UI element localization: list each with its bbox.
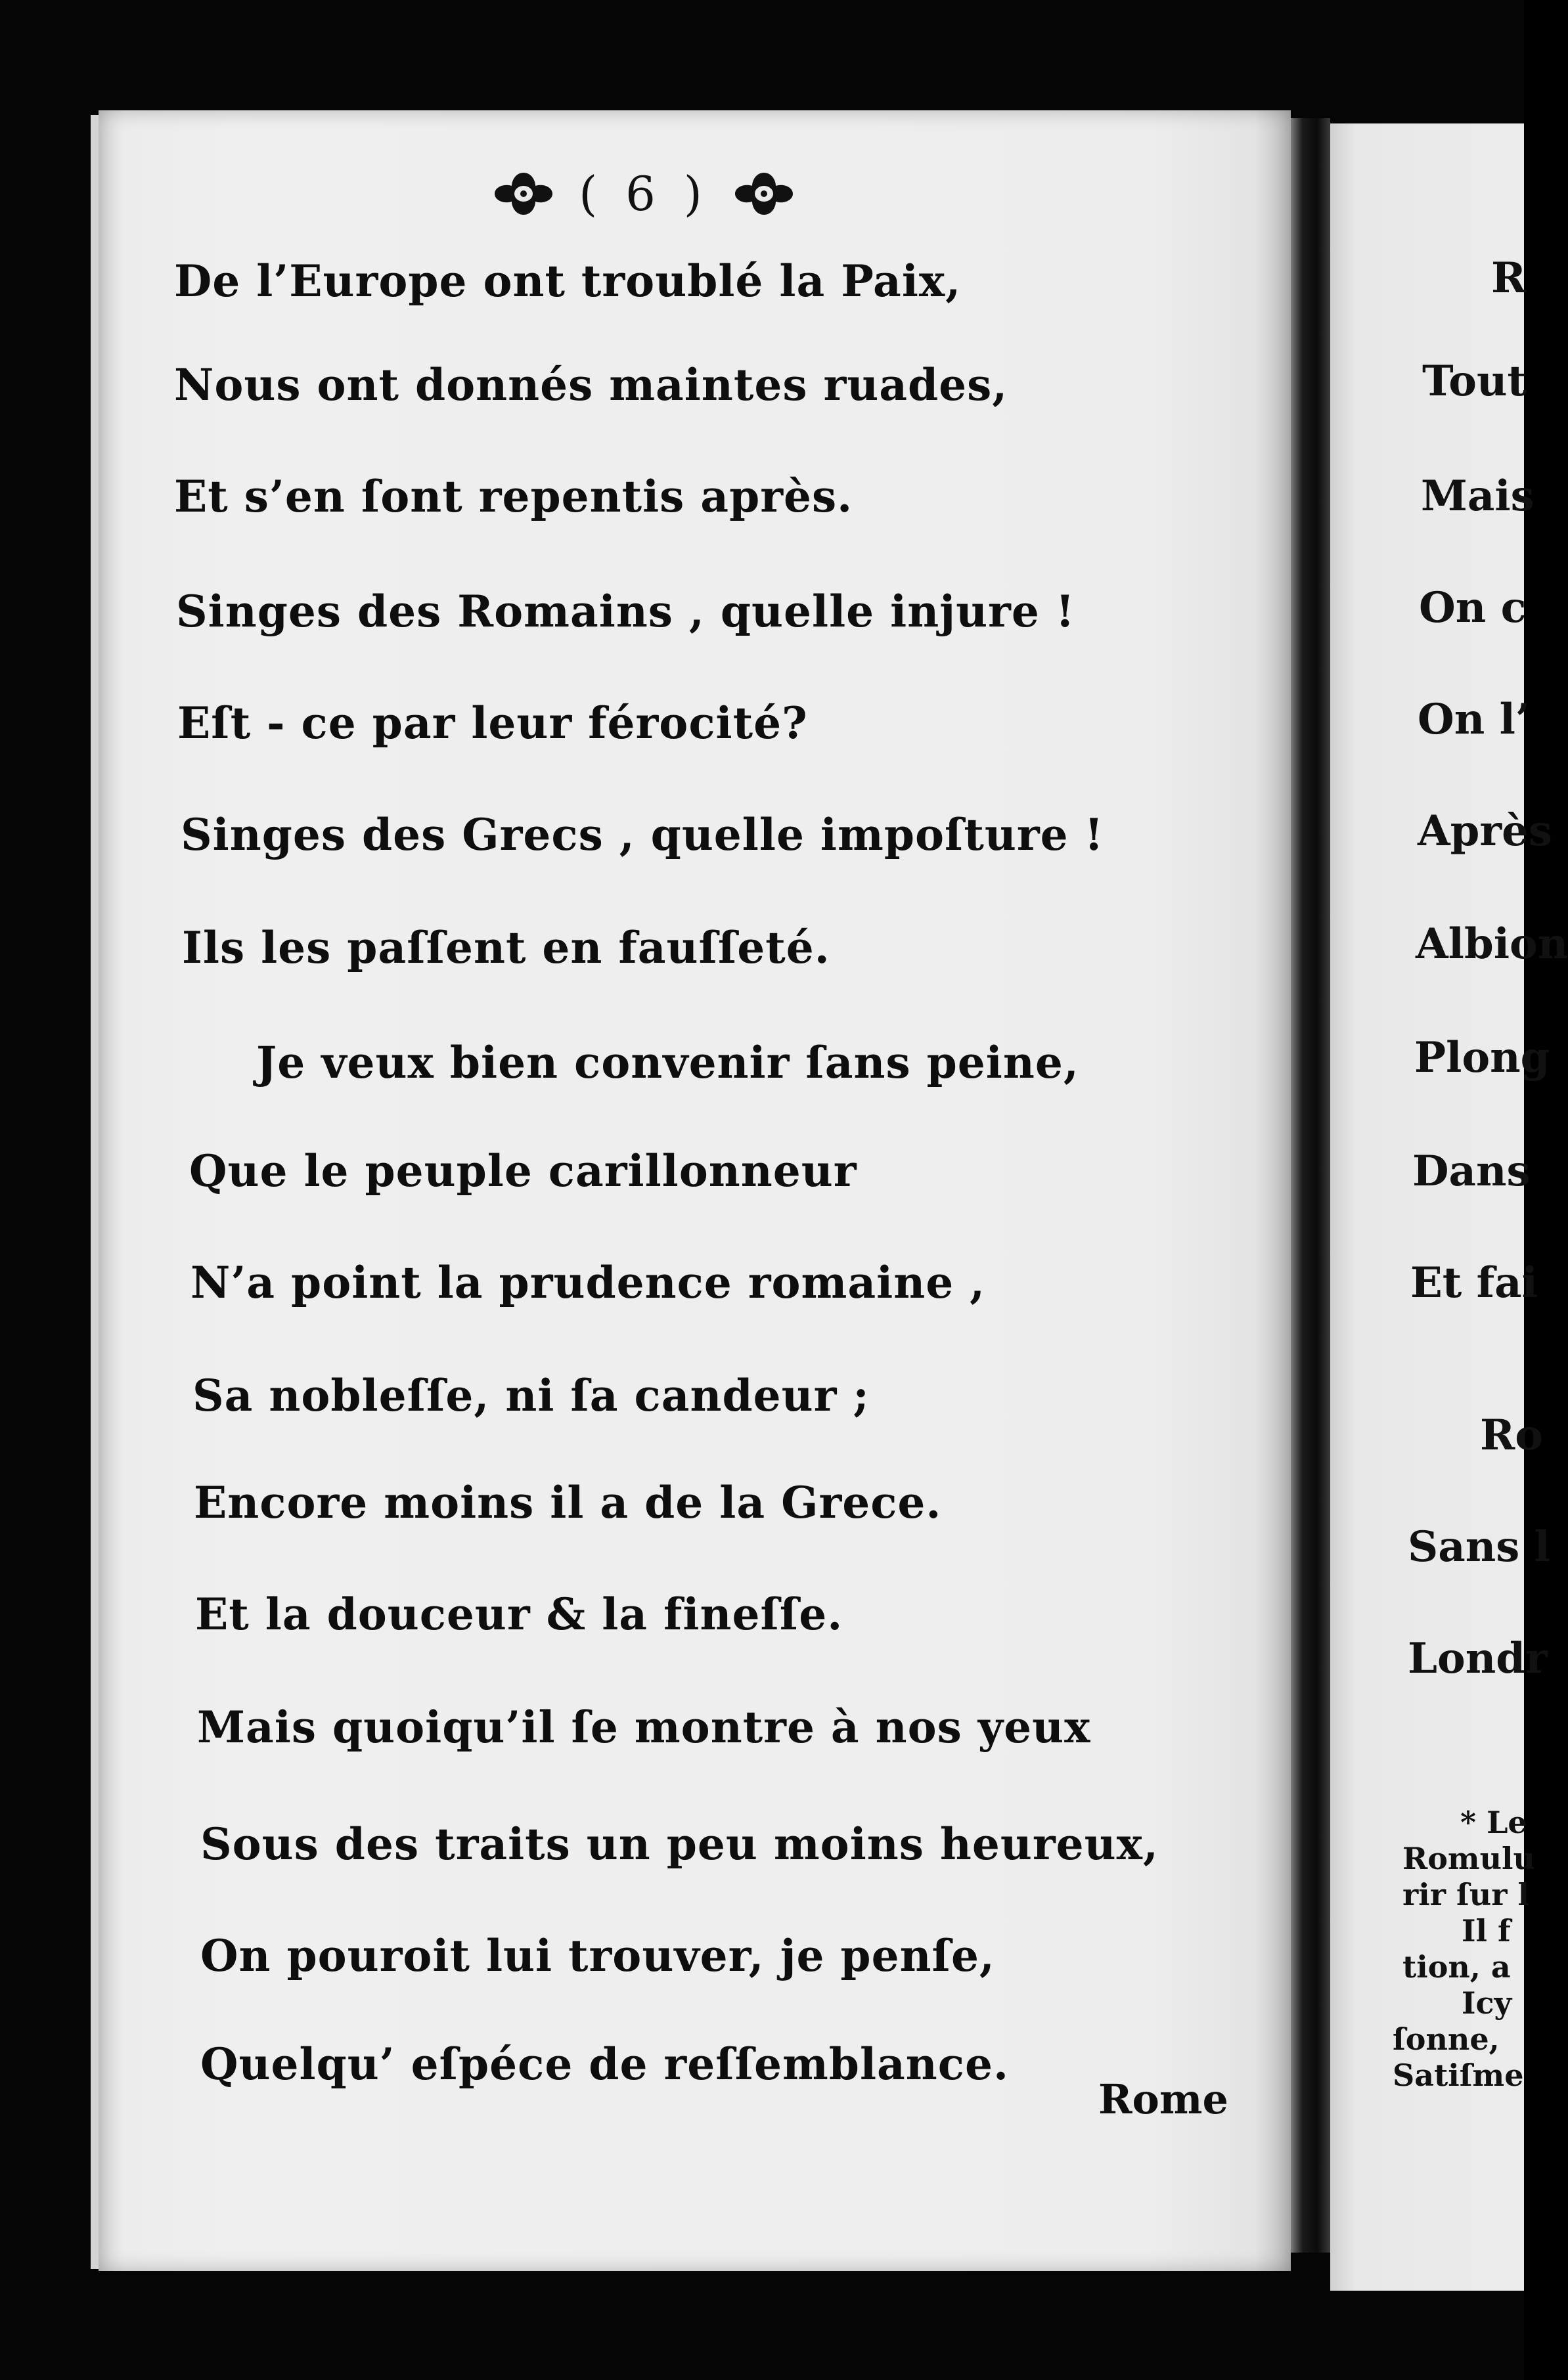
- footnote-line: Icy: [1462, 1985, 1512, 2021]
- verse-line: Eſt - ce par leur férocité?: [177, 697, 808, 749]
- verse-line: Et la douceur & la fineſſe.: [195, 1589, 843, 1640]
- right-page-line: Après: [1418, 806, 1552, 856]
- right-page-line: Et fai: [1410, 1258, 1538, 1308]
- verse-line: Nous ont donnés maintes ruades,: [174, 359, 1008, 410]
- right-page-line: Albion: [1416, 919, 1568, 969]
- right-page-line: Sans l: [1408, 1522, 1550, 1572]
- right-page-line: On l’: [1418, 695, 1531, 744]
- right-page-line: Ro: [1480, 1411, 1543, 1460]
- right-page-line: Londr: [1408, 1634, 1548, 1683]
- footnote-line: ſonne,: [1393, 2021, 1500, 2057]
- right-page-line: Tout: [1422, 357, 1527, 406]
- fleuron-ornament-icon: [731, 167, 797, 220]
- footnote-line: Romulu: [1402, 1841, 1535, 1876]
- verse-line: Sa nobleſſe, ni ſa candeur ;: [192, 1370, 870, 1421]
- verse-line: Quelqu’ eſpéce de reſſemblance.: [200, 2038, 1009, 2090]
- running-head: [486, 158, 801, 230]
- footnote-line: tion, a: [1402, 1949, 1511, 1985]
- right-page-line: Dans: [1412, 1147, 1531, 1196]
- verse-line: Singes des Grecs , quelle impoſture !: [181, 809, 1104, 860]
- footnote-line: Il f: [1462, 1913, 1511, 1949]
- right-page-text: [1330, 123, 1568, 2291]
- verse-line: N’a point la prudence romaine ,: [190, 1257, 986, 1308]
- verse-line: Et s’en ſont repentis après.: [174, 471, 853, 522]
- footnote-line: Satiſme: [1393, 2058, 1524, 2093]
- page-number: ( 6 ): [579, 166, 709, 221]
- verse-line: Mais quoiqu’il ſe montre à nos yeux: [197, 1702, 1091, 1753]
- fleuron-ornament-icon: [491, 167, 556, 220]
- verse-line: Ils les paſſent en fauſſeté.: [182, 922, 830, 973]
- verse-line: On pouroit lui trouver, je penſe,: [200, 1930, 995, 1981]
- verse-line: Singes des Romains , quelle injure !: [176, 586, 1075, 637]
- footnote-line: rir ſur l: [1402, 1877, 1529, 1912]
- right-page-line: On c: [1419, 583, 1527, 632]
- verse-line: Que le peuple carillonneur: [189, 1145, 857, 1197]
- verse-line: Sous des traits un peu moins heureux,: [200, 1818, 1159, 1870]
- catchword: Rome: [1098, 2075, 1228, 2123]
- right-page-line: Plong: [1414, 1033, 1550, 1082]
- right-page-line: Mais: [1421, 472, 1534, 521]
- verse-line: De l’Europe ont troublé la Paix,: [174, 255, 962, 307]
- book-gutter: [1291, 118, 1330, 2253]
- footnote-line: * Le: [1460, 1805, 1527, 1840]
- verse-line: Je veux bien convenir ſans peine,: [256, 1037, 1079, 1088]
- right-page-line: R: [1491, 253, 1527, 303]
- verse-line: Encore moins il a de la Grece.: [194, 1477, 942, 1528]
